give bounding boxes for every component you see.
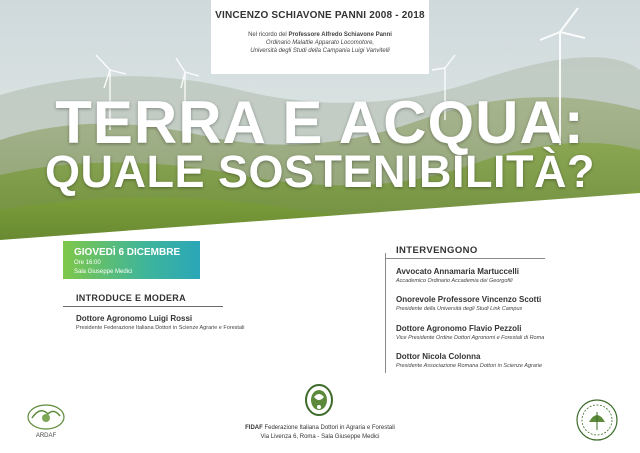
memory-name: Professore Alfredo Schiavone Panni bbox=[288, 32, 392, 38]
memory-university: Università degli Studi della Campania Luigi Vanvitelli bbox=[250, 48, 390, 54]
speaker-name: Onorevole Professore Vincenzo Scotti bbox=[396, 295, 542, 304]
footer-address: Via Livenza 6, Roma - Sala Giuseppe Medici bbox=[260, 434, 380, 440]
ardaf-logo-text: ARDAF bbox=[35, 433, 57, 439]
memory-role: Ordinario Malattie Apparato Locomotore, bbox=[265, 40, 375, 46]
footer-org-name: Federazione Italiana Dottori in Agraria e Forestali bbox=[264, 425, 395, 431]
speaker-role: Vice Presidente Ordine Dottori Agronomi e Forestali di Roma bbox=[396, 335, 545, 341]
ardaf-logo bbox=[22, 402, 70, 445]
speaker-role: Presidente Associazione Romana Dottori in Scienze Agrarie bbox=[396, 363, 543, 369]
speakers-divider-horizontal bbox=[385, 258, 545, 259]
date-box bbox=[63, 241, 200, 279]
speaker-item bbox=[396, 267, 519, 284]
speaker-name: Dottore Agronomo Flavio Pezzoli bbox=[396, 324, 522, 333]
event-place: Sala Giuseppe Medici bbox=[74, 269, 133, 275]
footer-org-abbr: FIDAF bbox=[245, 425, 263, 431]
speaker-role: Presidente della Università degli Studi Link Campus bbox=[396, 306, 523, 312]
memory-text bbox=[211, 31, 429, 55]
speaker-item bbox=[396, 352, 542, 369]
speaker-name: Dottor Nicola Colonna bbox=[396, 352, 481, 361]
main-title-line2: QUALE SOSTENIBILITÀ? bbox=[45, 146, 595, 197]
speaker-item bbox=[396, 324, 544, 341]
speaker-item bbox=[396, 295, 541, 312]
footer bbox=[170, 424, 470, 442]
moderator-divider bbox=[63, 306, 223, 307]
fidaf-logo bbox=[304, 383, 334, 422]
memory-prefix: Nel ricordo del bbox=[248, 32, 287, 38]
order-seal-logo bbox=[575, 398, 619, 447]
speaker-role: Accademico Ordinario Accademia dei Georgofili bbox=[396, 278, 513, 284]
moderator-role: Presidente Federazione Italiana Dottori in Scienze Agrarie e Forestali bbox=[76, 325, 245, 331]
speaker-name: Avvocato Annamaria Martuccelli bbox=[396, 267, 520, 276]
event-date: GIOVEDÌ 6 DICEMBRE bbox=[74, 247, 181, 258]
header-box bbox=[211, 0, 429, 74]
speakers-heading: INTERVENGONO bbox=[396, 245, 478, 256]
moderator-heading: INTRODUCE E MODERA bbox=[76, 293, 186, 303]
main-title-line1: TERRA E ACQUA: bbox=[55, 89, 585, 156]
speakers-divider-vertical bbox=[385, 253, 386, 373]
moderator-name: Dottore Agronomo Luigi Rossi bbox=[76, 314, 193, 323]
header-title: VINCENZO SCHIAVONE PANNI 2008 - 2018 bbox=[215, 10, 425, 21]
event-time: Ore 16:00 bbox=[74, 260, 101, 266]
